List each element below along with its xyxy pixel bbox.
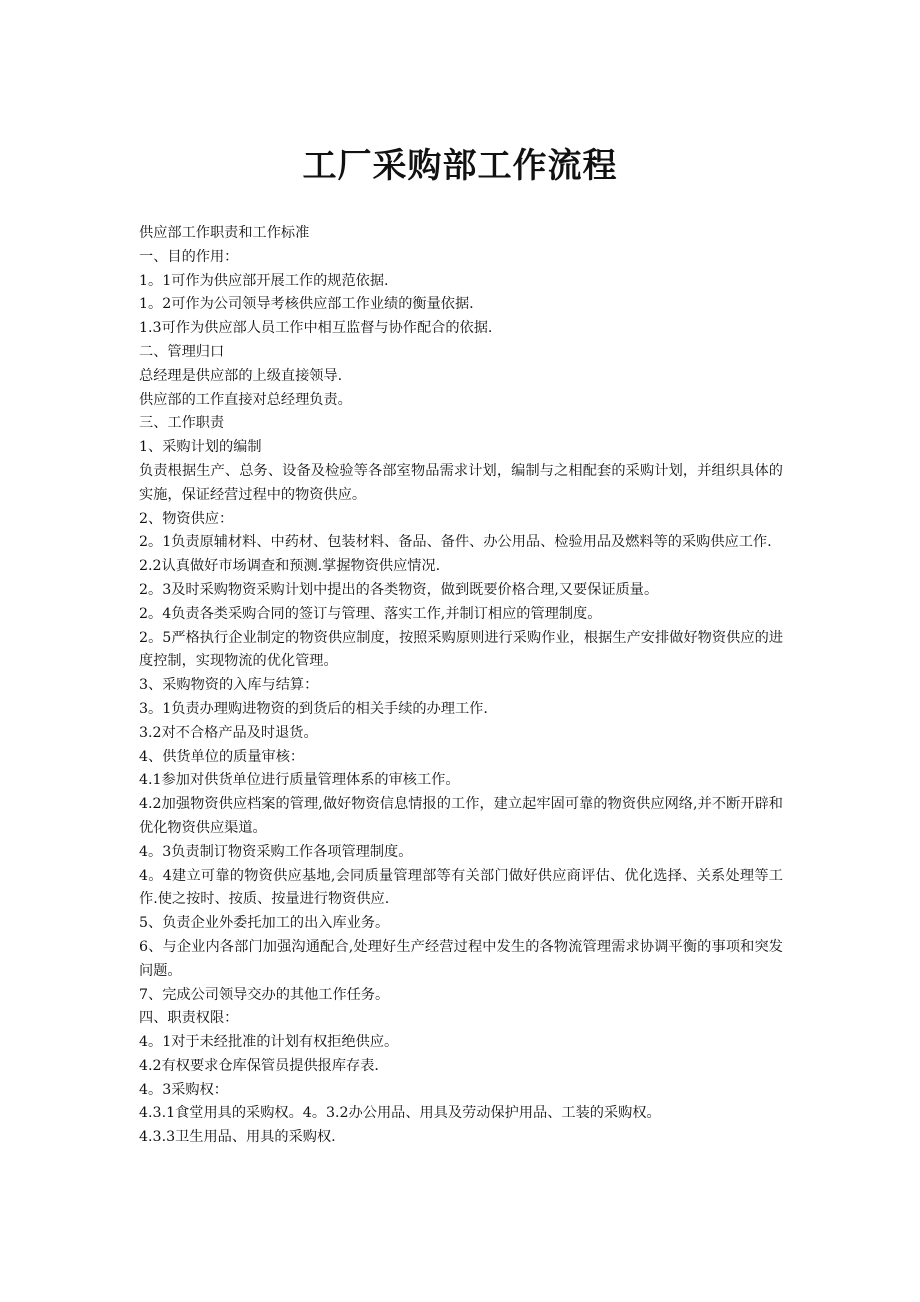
text-line: 1。1可作为供应部开展工作的规范依据. [139,272,389,289]
text-line: 3。1负责办理购进物资的到货后的相关手续的办理工作. [139,700,488,717]
section-heading: 三、工作职责 [139,415,225,432]
text-line: 1.3可作为供应部人员工作中相互监督与协作配合的依据. [139,320,493,337]
subsection-heading: 3、采购物资的入库与结算： [139,677,319,694]
text-line: 4.3.1食堂用具的采购权。4。3.2办公用品、用具及劳动保护用品、工装的采购权。 [139,1105,661,1122]
subsection-heading: 1、采购计划的编制 [139,439,262,456]
document-title: 工厂采购部工作流程 [302,146,618,186]
text-line: 供应部的工作直接对总经理负责。 [139,391,352,408]
section-heading: 二、管理归口 [139,343,225,360]
text-line: 4。3采购权： [139,1081,228,1098]
text-line: 4。1对于未经批准的计划有权拒绝供应。 [139,1034,399,1051]
section-heading: 一、目的作用： [139,248,239,265]
text-paragraph: 2。5严格执行企业制定的物资供应制度，按照采购原则进行采购作业，根据生产安排做好物资供应的进度控制，实现物流的优化管理。 [139,629,783,670]
text-line: 7、完成公司领导交办的其他工作任务。 [139,986,390,1003]
text-paragraph: 6、与企业内各部门加强沟通配合,处理好生产经营过程中发生的各物流管理需求协调平衡的事项和突发问题。 [139,938,783,979]
text-paragraph: 4。4建立可靠的物资供应基地,会同质量管理部等有关部门做好供应商评估、优化选择、关系处理等工作.使之按时、按质、按量进行物资供应. [139,867,783,908]
text-line: 2。4负责各类采购合同的签订与管理、落实工作,并制订相应的管理制度。 [139,605,602,622]
text-paragraph: 2。1负责原辅材料、中药材、包装材料、备品、备件、办公用品、检验用品及燃料等的采购供应工作. [139,534,772,551]
text-line: 2。3及时采购物资采购计划中提出的各类物资，做到既要价格合理,又要保证质量。 [139,581,659,598]
text-line: 2.2认真做好市场调查和预测.掌握物资供应情况. [139,558,441,575]
text-line: 4。3负责制订物资采购工作各项管理制度。 [139,843,413,860]
text-paragraph: 负责根据生产、总务、设备及检验等各部室物品需求计划，编制与之相配套的采购计划，并组织具体的实施，保证经营过程中的物资供应。 [139,462,783,503]
text-line: 总经理是供应部的上级直接领导. [139,367,343,384]
document-body [139,222,783,1150]
text-line: 4.1参加对供货单位进行质量管理体系的审核工作。 [139,772,460,789]
subsection-heading: 2、物资供应： [139,510,234,527]
text-line: 3.2对不合格产品及时退货。 [139,724,318,741]
text-line: 4.3.3卫生用品、用具的采购权. [139,1129,336,1146]
text-paragraph: 4.2加强物资供应档案的管理,做好物资信息情报的工作，建立起牢固可靠的物资供应网络,并不断开辟和优化物资供应渠道。 [139,796,783,836]
text-line: 5、负责企业外委托加工的出入库业务。 [139,915,390,932]
text-line: 4.2有权要求仓库保管员提供报库存表. [139,1057,379,1074]
text-line: 供应部工作职责和工作标准 [139,225,310,241]
section-heading: 四、职责权限： [139,1010,239,1027]
subsection-heading: 4、供货单位的质量审核： [139,748,305,765]
text-line: 1。2可作为公司领导考核供应部工作业绩的衡量依据. [139,296,474,313]
